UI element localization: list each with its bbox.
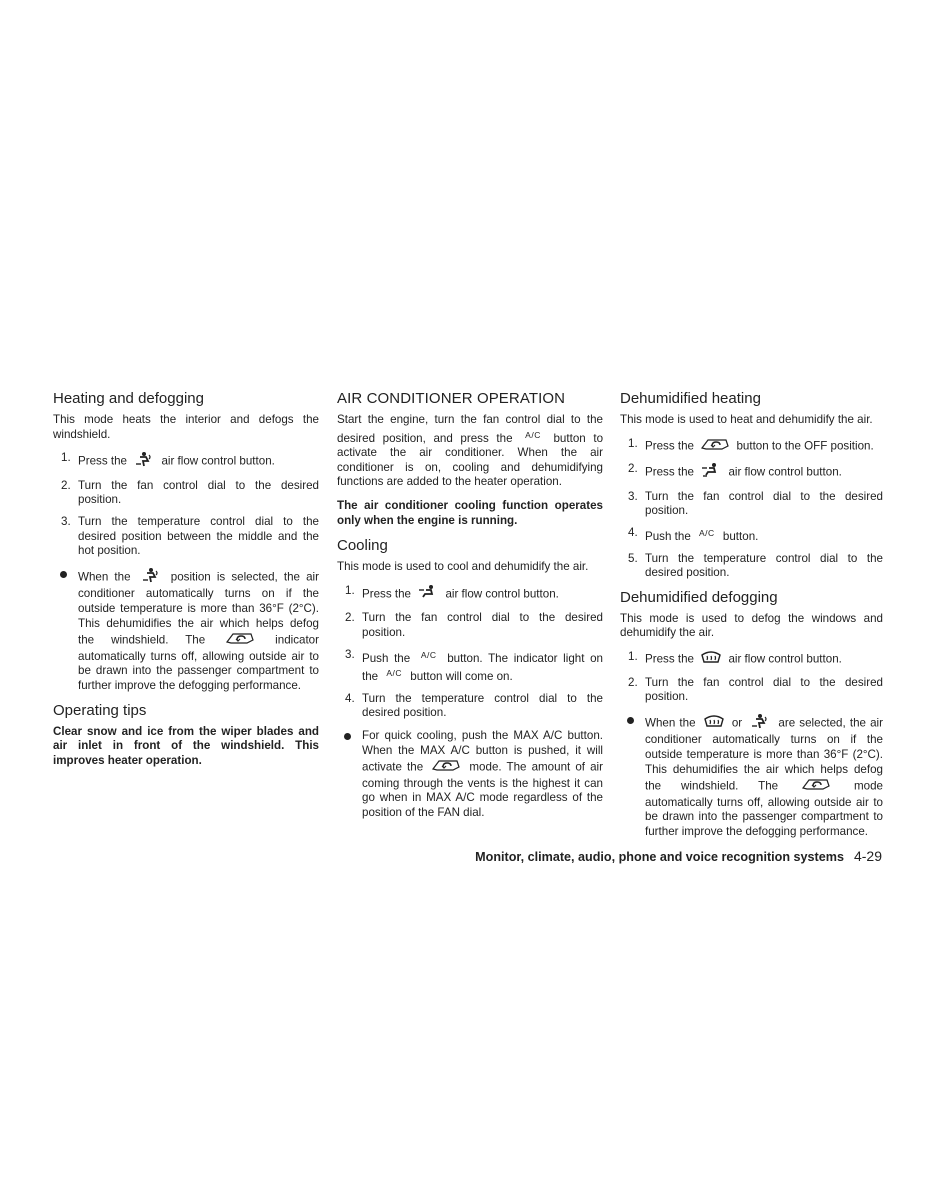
list-item: 2. Turn the fan control dial to the desired position. bbox=[61, 478, 319, 507]
list-item: 4. Push the A/C button. bbox=[628, 525, 759, 543]
page-number: 4-29 bbox=[853, 848, 882, 864]
ac-warning: The air conditioner cooling function operates only when the engine is running. bbox=[337, 498, 603, 527]
list-item: 1. Press the air flow control button. bbox=[53, 451, 319, 472]
floor-defrost-icon bbox=[749, 713, 771, 734]
ac-button-label: A/C bbox=[386, 668, 403, 679]
list-item: 1. Press the air flow control button. bbox=[337, 584, 603, 605]
list-item: 1. Press the air flow control button. bbox=[620, 650, 883, 669]
list-item: 4. Turn the temperature control dial to the desired position. bbox=[345, 691, 603, 720]
list-item: 1. Press the button to the OFF position. bbox=[620, 437, 883, 456]
front-defrost-icon bbox=[700, 650, 722, 669]
heading-dehumidified-defogging: Dehumidified defogging bbox=[620, 588, 778, 606]
column-left bbox=[53, 390, 319, 777]
dehumidified-heating-intro: This mode is used to heat and dehumidify the air. bbox=[620, 413, 873, 426]
dehumidified-defogging-notes bbox=[620, 713, 883, 840]
page-footer bbox=[380, 848, 882, 865]
dehumidified-defogging-steps bbox=[620, 650, 883, 705]
heading-heating-defogging: Heating and defogging bbox=[53, 390, 204, 407]
heading-operating-tips: Operating tips bbox=[53, 701, 147, 719]
list-item: 3. Turn the temperature control dial to the desired position between the middle and the hot position. bbox=[61, 514, 319, 558]
column-right bbox=[620, 390, 883, 847]
ac-intro: Start the engine, turn the fan control dial to the desired position, and press the A/C button to activate the air conditioner. When the air conditioner is on, cooling and dehumidifying functions are added to the heater operation. bbox=[337, 413, 604, 489]
operating-tips-text: Clear snow and ice from the wiper blades and air inlet in front of the windshield. This improves heater operation. bbox=[53, 724, 319, 767]
heading-cooling: Cooling bbox=[337, 537, 388, 555]
cooling-intro: This mode is used to cool and dehumidify the air. bbox=[337, 560, 589, 574]
list-item: 2. Turn the fan control dial to the desired position. bbox=[628, 675, 883, 704]
dehumidified-defogging-intro: This mode is used to defog the windows and dehumidify the air. bbox=[620, 611, 883, 640]
heading-dehumidified-heating: Dehumidified heating bbox=[620, 390, 761, 407]
list-item: 5. Turn the temperature control dial to the desired position. bbox=[628, 551, 883, 580]
ac-button-label: A/C bbox=[420, 649, 437, 660]
bullet bbox=[344, 733, 351, 740]
list-item: 2. Turn the fan control dial to the desired position. bbox=[345, 611, 603, 639]
list-item: 3. Push the A/C button. The indicator light on the A/C button will come on. bbox=[345, 647, 603, 684]
heating-defogging-notes bbox=[53, 567, 319, 694]
front-defrost-icon bbox=[703, 714, 725, 733]
floor-defrost-icon bbox=[133, 451, 155, 472]
bullet bbox=[627, 717, 634, 724]
vent-face-icon bbox=[417, 584, 439, 605]
recirculate-icon bbox=[801, 777, 831, 796]
recirculate-icon bbox=[225, 631, 255, 650]
recirculate-icon bbox=[431, 758, 461, 777]
heating-defogging-steps bbox=[53, 451, 319, 559]
list-item: For quick cooling, push the MAX A/C button. When the MAX A/C button is pushed, it will activate the mode. The amount of air coming through the vents is the highest it can go when in MAX A/C mode regardless of the position of the FAN dial. bbox=[337, 729, 603, 821]
list-item: 3. Turn the fan control dial to the desired position. bbox=[628, 489, 883, 518]
recirculate-icon bbox=[700, 437, 730, 456]
ac-button-label: A/C bbox=[525, 429, 541, 440]
bullet bbox=[60, 571, 67, 578]
heading-air-conditioner-operation: AIR CONDITIONER OPERATION bbox=[337, 390, 566, 407]
ac-button-label: A/C bbox=[699, 527, 715, 538]
cooling-steps bbox=[337, 584, 603, 721]
list-item: When the position is selected, the air conditioner automatically turns on if the outside temperature is more than 36°F (2°C). This dehumidifies the air which helps defog the windshield. The indicator automatically turns off, allowing outside air to be drawn into the passenger compartment to further improve the defogging performance. bbox=[53, 567, 319, 694]
list-item: 2. Press the air flow control button. bbox=[620, 462, 883, 483]
floor-defrost-icon bbox=[140, 567, 162, 588]
bilevel-vent-icon bbox=[700, 462, 722, 483]
dehumidified-heating-steps bbox=[620, 437, 883, 581]
column-middle bbox=[337, 390, 603, 828]
heating-defogging-intro: This mode heats the interior and defogs the windshield. bbox=[53, 413, 319, 441]
cooling-notes bbox=[337, 729, 603, 821]
footer-section-title: Monitor, climate, audio, phone and voice recognition systems bbox=[475, 850, 844, 864]
list-item: When the or are selected, the air conditioner automatically turns on if the outside temperature is more than 36°F (2°C). This dehumidifies the air which helps defog the windshield. The mode automatically turns off, allowing outside air to be drawn into the passenger compartment to further improve the defogging performance. bbox=[620, 713, 883, 840]
